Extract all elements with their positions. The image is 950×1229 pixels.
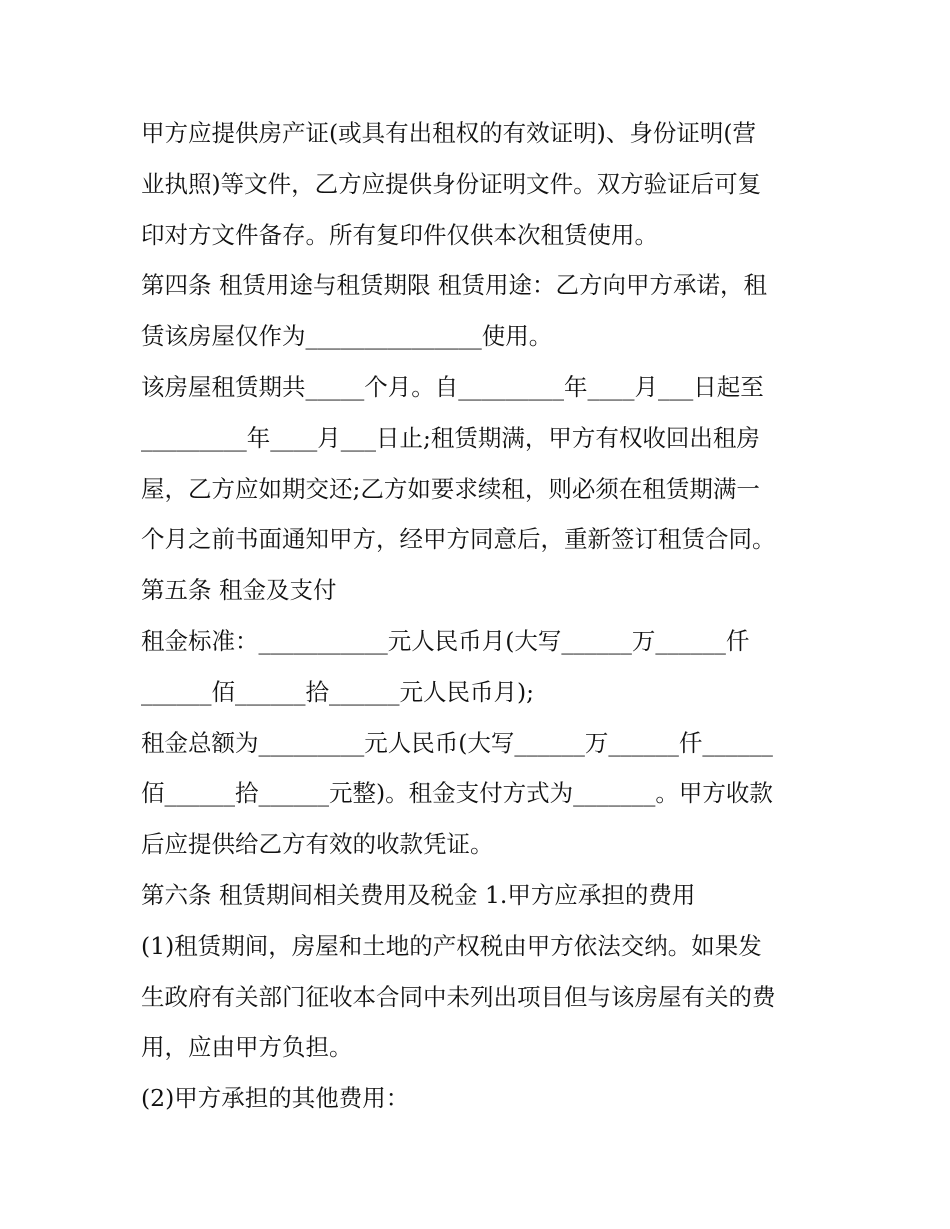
article-6-heading-line: 第六条 租赁期间相关费用及税金 1.甲方应承担的费用 [141,880,696,909]
text-line: 租金总额为_________元人民币(大写______万______仟______ [141,728,773,757]
text-line: 佰______拾______元整)。租金支付方式为_______。甲方收款 [141,779,773,808]
text-line: 个月之前书面通知甲方，经甲方同意后，重新签订租赁合同。 [141,525,776,554]
text-line: 印对方文件备存。所有复印件仅供本次租赁使用。 [141,220,658,249]
text-line: 后应提供给乙方有效的收款凭证。 [141,830,494,859]
text-line: (1)租赁期间，房屋和土地的产权税由甲方依法交纳。如果发 [141,931,762,960]
article-5-heading: 第五条 租金及支付 [141,576,337,605]
contract-text [141,108,821,1124]
text-line: 屋，乙方应如期交还;乙方如要求续租，则必须在租赁期满一 [141,474,760,503]
text-line: 赁该房屋仅作为_______________使用。 [141,322,553,351]
text-line: 该房屋租赁期共_____个月。自_________年____月___日起至 [141,372,764,401]
text-line: 业执照)等文件，乙方应提供身份证明文件。双方验证后可复 [141,169,762,198]
text-line: (2)甲方承担的其他费用： [141,1084,410,1113]
text-line: 租金标准：___________元人民币月(大写______万______仟 [141,626,750,655]
text-line: _________年____月___日止;租赁期满，甲方有权收回出租房 [141,423,760,452]
text-line: 甲方应提供房产证(或具有出租权的有效证明)、身份证明(营 [141,119,757,147]
text-line: 用，应由甲方负担。 [141,1033,353,1062]
text-line: ______佰______拾______元人民币月); [141,677,535,706]
article-4-heading-line: 第四条 租赁用途与租赁期限 租赁用途：乙方向甲方承诺，租 [141,271,767,300]
text-line: 生政府有关部门征收本合同中未列出项目但与该房屋有关的费 [141,982,776,1011]
